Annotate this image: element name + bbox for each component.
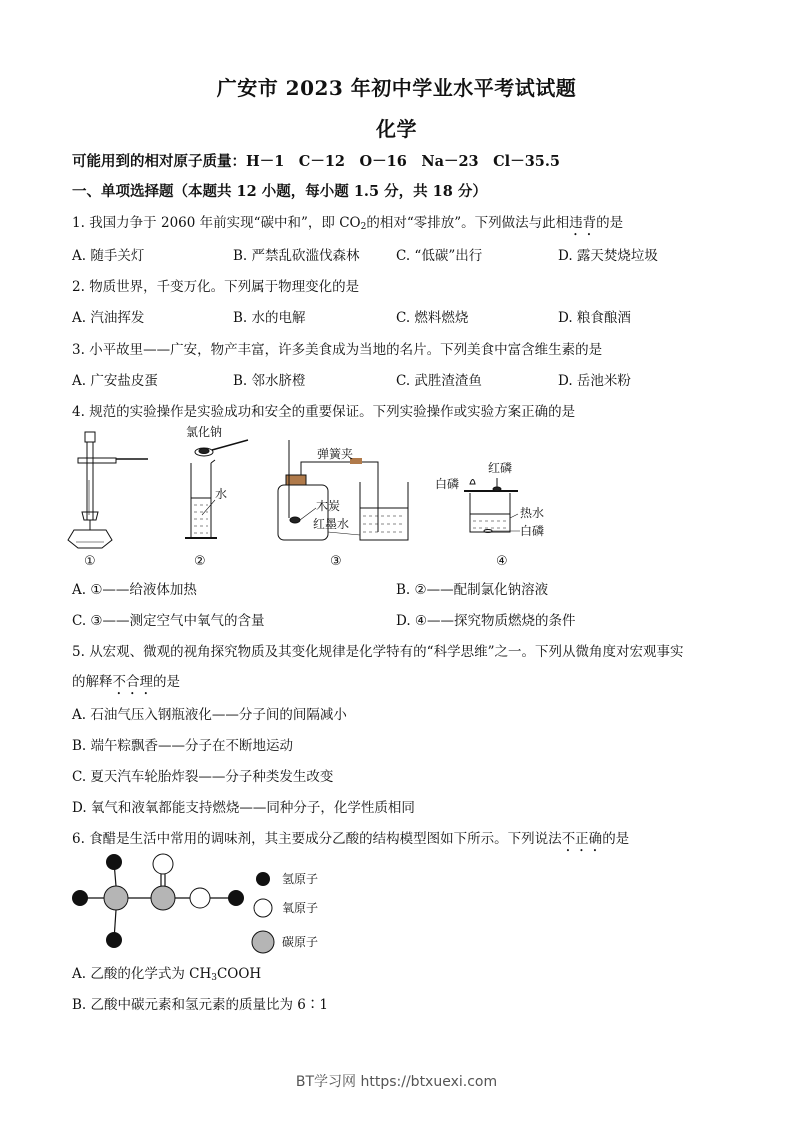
label-sodium-chloride: 氯化钠: [186, 425, 223, 439]
question-4-stem: [72, 400, 575, 420]
stem-text: 规范的实验操作是实验成功和安全的重要保证。下列实验操作或实验方案正确的是: [89, 404, 576, 420]
figure-label-2: ②: [194, 554, 206, 569]
label-water: 水: [215, 487, 228, 501]
stem-text: 食醋是生活中常用的调味剂，其主要成分乙酸的结构模型图如下所示。下列说法: [89, 831, 562, 847]
stem-text: 的是: [153, 674, 180, 690]
q5-option-a[interactable]: A. 石油气压入钢瓶液化——分子间的间隔减小: [72, 707, 347, 723]
subject-title: 化学: [376, 117, 417, 141]
q2-option-c[interactable]: C. 燃料燃烧: [396, 310, 469, 326]
legend-carbon-icon: [252, 931, 274, 953]
stem-text: 的相对“零排放”。下列做法与此相: [366, 215, 570, 231]
label-spring-clamp: 弹簧夹: [317, 447, 354, 461]
question-3-stem: [72, 338, 602, 358]
legend-hydrogen-label: 氢原子: [282, 872, 319, 886]
carbon-atom: [151, 886, 175, 910]
experiment-figures: [60, 420, 580, 570]
question-2-stem: [72, 275, 359, 295]
q1-option-d[interactable]: D. 露天焚烧垃圾: [558, 248, 658, 264]
acetic-acid-model: [66, 848, 366, 958]
option-text: A. 乙酸的化学式为 CH: [72, 966, 212, 982]
question-number: 6.: [72, 831, 85, 847]
q4-option-b[interactable]: B. ②——配制氯化钠溶液: [396, 582, 549, 598]
figure-label-4: ④: [496, 554, 508, 569]
label-red-phosphorus: 红磷: [488, 461, 513, 475]
emphasized-word: 不合理: [112, 674, 153, 690]
hydrogen-atom: [106, 854, 122, 870]
oxygen-atom: [190, 888, 210, 908]
question-number: 5.: [72, 644, 85, 660]
hydrogen-atom: [228, 890, 244, 906]
q4-option-d[interactable]: D. ④——探究物质燃烧的条件: [396, 613, 576, 629]
q6-option-a[interactable]: [72, 962, 261, 983]
q1-option-c[interactable]: C. “低碳”出行: [396, 248, 483, 264]
legend-hydrogen-icon: [256, 872, 270, 886]
question-5-stem-line1: [72, 640, 684, 660]
q1-option-b[interactable]: B. 严禁乱砍滥伐森林: [233, 248, 360, 264]
label-red-ink: 红墨水: [313, 517, 350, 531]
q1-option-a[interactable]: A. 随手关灯: [72, 248, 145, 264]
question-number: 2.: [72, 279, 85, 295]
question-number: 4.: [72, 404, 85, 420]
figure-label-3: ③: [330, 554, 342, 569]
stem-text: 我国力争于 2060 年前实现“碳中和”，即 CO: [89, 215, 361, 231]
figure-label-1: ①: [84, 554, 96, 569]
label-charcoal: 木炭: [316, 499, 341, 513]
emphasized-word: 不正确: [561, 831, 603, 847]
emphasized-word: 违背: [569, 215, 597, 231]
question-1-stem: [72, 211, 623, 239]
question-5-stem-line2: [72, 670, 180, 698]
figure-1-heating-liquid: [68, 432, 148, 548]
label-white-phosphorus-bottom: 白磷: [520, 524, 545, 538]
watermark: BT学习网 https://btxuexi.com: [295, 1074, 498, 1090]
legend-carbon-label: 碳原子: [282, 935, 319, 949]
q3-option-c[interactable]: C. 武胜渣渣鱼: [396, 373, 482, 389]
stem-text: 的是: [602, 831, 630, 847]
q3-option-d[interactable]: D. 岳池米粉: [558, 373, 631, 389]
q2-option-a[interactable]: A. 汽油挥发: [72, 310, 145, 326]
q4-option-c[interactable]: C. ③——测定空气中氧气的含量: [72, 613, 265, 629]
q6-option-b[interactable]: B. 乙酸中碳元素和氢元素的质量比为 6∶1: [72, 997, 328, 1013]
q2-option-b[interactable]: B. 水的电解: [233, 310, 306, 326]
q3-option-a[interactable]: A. 广安盐皮蛋: [72, 373, 158, 389]
question-number: 1.: [72, 215, 85, 231]
q4-option-a[interactable]: A. ①——给液体加热: [72, 582, 197, 598]
subscript: 2: [360, 222, 367, 232]
stem-text: 从宏观、微观的视角探究物质及其变化规律是化学特有的“科学思维”之一。下列从微角度对宏观事实: [89, 644, 684, 660]
carbon-atom: [104, 886, 128, 910]
label-white-phosphorus-top: 白磷: [435, 477, 460, 491]
section-heading: 一、单项选择题（本题共 12 小题，每小题 1.5 分，共 18 分）: [72, 183, 487, 200]
stem-text: 的解释: [72, 674, 113, 690]
atomic-mass-line: 可能用到的相对原子质量：H－1 C－12 O－16 Na－23 Cl－35.5: [72, 153, 561, 170]
stem-text: 的是: [596, 215, 624, 231]
exam-title: 广安市 2023 年初中学业水平考试试题: [216, 76, 577, 100]
q2-option-d[interactable]: D. 粮食酿酒: [558, 310, 631, 326]
stem-text: 小平故里——广安，物产丰富，许多美食成为当地的名片。下列美食中富含维生素的是: [89, 342, 603, 358]
subscript: 3: [211, 973, 217, 983]
legend-oxygen-label: 氧原子: [282, 901, 319, 915]
q3-option-b[interactable]: B. 邻水脐橙: [233, 373, 306, 389]
q5-option-b[interactable]: B. 端午粽飘香——分子在不断地运动: [72, 738, 294, 754]
hydrogen-atom: [72, 890, 88, 906]
label-hot-water: 热水: [520, 506, 545, 520]
q5-option-c[interactable]: C. 夏天汽车轮胎炸裂——分子种类发生改变: [72, 769, 334, 785]
stem-text: 物质世界，千变万化。下列属于物理变化的是: [89, 279, 360, 295]
option-text: COOH: [216, 966, 262, 982]
figure-4-combustion: [464, 478, 520, 533]
question-number: 3.: [72, 342, 85, 358]
q5-option-d[interactable]: D. 氧气和液氧都能支持燃烧——同种分子，化学性质相同: [72, 800, 415, 816]
legend-oxygen-icon: [254, 899, 272, 917]
oxygen-atom: [153, 854, 173, 874]
hydrogen-atom: [106, 932, 122, 948]
